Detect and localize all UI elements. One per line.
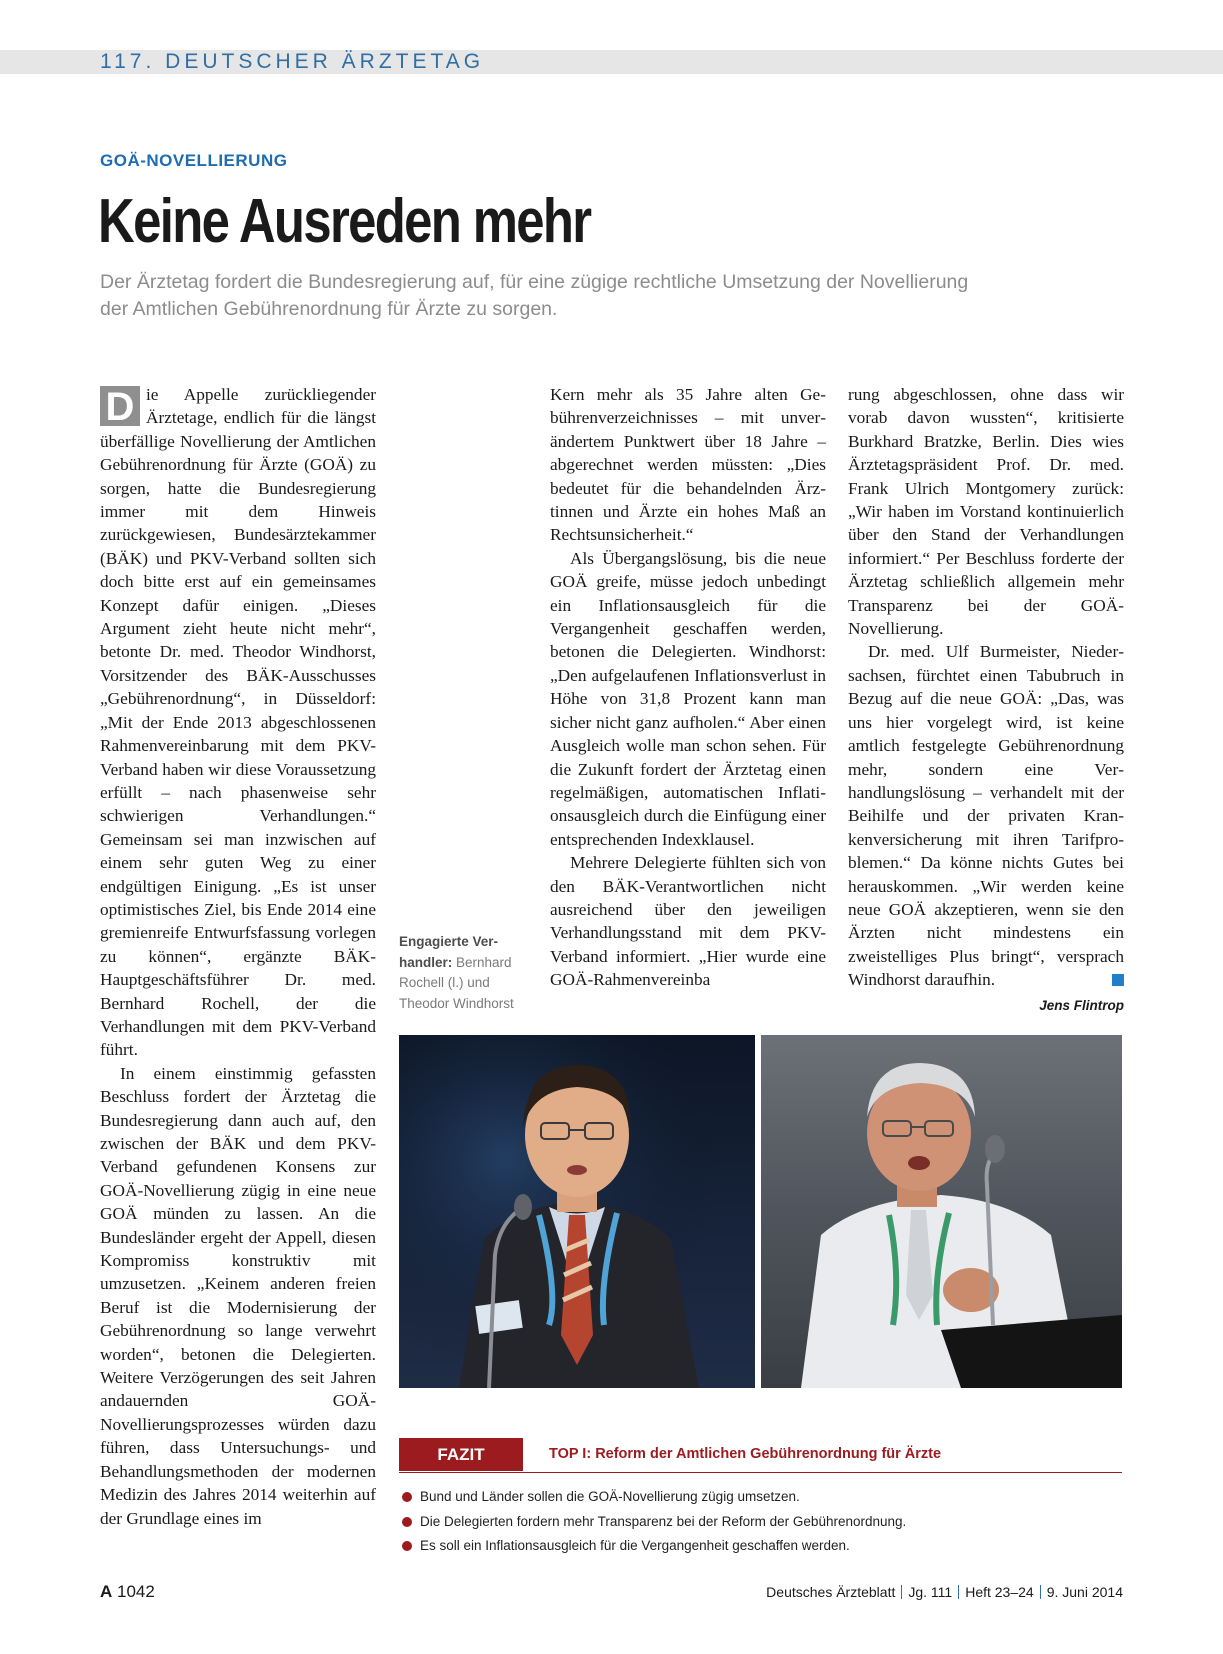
- article-column-1: [100, 383, 376, 1530]
- bullet-icon: [402, 1541, 412, 1551]
- portrait-illustration: [761, 1035, 1122, 1388]
- paragraph: Als Übergangslösung, bis die neue GOÄ greife, müsse jedoch unbedingt ein Inflationsausgleich für die Vergangenheit geschaffen werden, betonen die Delegierten. Windhorst: „Den aufgelaufenen Inflationsverlust in Höhe von 31,8 Prozent kann man sicher nicht ganz aufholen.“ Aber einen Ausgleich wolle man schon sehen. Für die Zukunft fordert der Ärztetag einen regelmäßigen, automatischen Inflationsausgleich durch die Einfügung einer entsprechenden Indexklausel.: [550, 548, 826, 849]
- fazit-list: [399, 1485, 1122, 1559]
- list-item-text: Bund und Länder sollen die GOÄ-Novellierung zügig umsetzen.: [420, 1489, 800, 1504]
- fazit-title: TOP I: Reform der Amtlichen Gebührenordnung für Ärzte: [549, 1446, 942, 1462]
- article-kicker: GOÄ-NOVELLIERUNG: [100, 151, 288, 170]
- page-prefix: A: [100, 1582, 113, 1601]
- paragraph: Kern mehr als 35 Jahre alten Gebührenverzeichnisses – mit unverändertem Punktwert über 18 Jahre – abgerechnet werden müssten: „Dies bedeutet für die behandelnden Ärztinnen und Ärzte ein hohes Maß an Rechtsunsicherheit.“: [550, 385, 826, 545]
- list-item-text: Es soll ein Inflationsausgleich für die Vergangenheit geschaffen werden.: [420, 1538, 850, 1553]
- caption-lead: Engagierte Verhandler:: [399, 934, 499, 970]
- bullet-icon: [402, 1517, 412, 1527]
- page-number: [100, 1582, 155, 1602]
- footer-separator: [958, 1585, 959, 1599]
- paragraph-text: Dr. med. Ulf Burmeister, Niedersachsen, fürchtet einen Tabubruch in Bezug auf die neue GOÄ: „Das, was uns hier vorgelegt wird, ist keine amtlich festgelegte Gebührenordnung mehr, sondern eine Verhandlungslösung – verhandelt mit der Beihilfe und der privaten Krankenversicherung mit ihren Tarifproblemen.“ Da könne nichts Gutes bei herauskommen. „Wir werden keine neue GOÄ akzeptieren, wenn sie den Ärzten nicht mindestens ein zweistelliges Plus bringt“, versprach Windhorst daraufhin.: [848, 642, 1124, 990]
- page-number-value: 1042: [117, 1582, 155, 1601]
- article-lead: Der Ärztetag fordert die Bundesregierung auf, für eine zügige rechtliche Umsetzung der Novellierung der Amtlichen Gebührenordnung für Ärzte zu sorgen.: [100, 271, 969, 320]
- paragraph: [100, 383, 376, 1062]
- journal-issue: Heft 23–24: [965, 1584, 1034, 1600]
- journal-date: 9. Juni 2014: [1046, 1584, 1123, 1600]
- fazit-divider: [399, 1472, 1122, 1473]
- drop-cap: D: [100, 386, 140, 426]
- footer-separator: [901, 1585, 902, 1599]
- article-author: Jens Flintrop: [1039, 998, 1124, 1013]
- list-item: [399, 1510, 1122, 1535]
- portrait-illustration: [399, 1035, 755, 1388]
- list-item-text: Die Delegierten fordern mehr Transparenz bei der Reform der Gebührenordnung.: [420, 1513, 907, 1529]
- article-column-3: [848, 383, 1124, 992]
- journal-name: Deutsches Ärzteblatt: [766, 1584, 896, 1600]
- section-header-title: 117. DEUTSCHER ÄRZTETAG: [100, 50, 485, 73]
- article-column-2: [550, 383, 826, 992]
- caption-text: Bernhard Rochell (l.) und Theodor Windhorst: [399, 954, 514, 1011]
- paragraph: rung abgeschlossen, ohne dass wir vorab davon wussten“, kritisierte Burkhard Bratzke, Berlin. Dies wies Ärztetagspräsident Prof. Dr. med. Frank Ulrich Montgomery zurück: „Wir haben im Vorstand kontinuierlich über den Stand der Verhandlungen informiert.“ Per Beschluss forderte der Ärztetag schließlich allgemein mehr Transparenz bei der GOÄ-Novellierung.: [848, 385, 1124, 639]
- photo-theodor-windhorst: [761, 1035, 1122, 1388]
- paragraph: [848, 640, 1124, 991]
- journal-volume: Jg. 111: [908, 1584, 953, 1600]
- paragraph: Mehrere Delegierte fühlten sich von den BÄK-Verantwortlichen nicht ausreichend über den jeweiligen Verhandlungsstand mit dem PKV-Verband informiert. „Hier wurde eine GOÄ-Rahmenvereinba: [550, 853, 826, 990]
- list-item: [399, 1534, 1122, 1559]
- end-mark-icon: [1112, 974, 1124, 986]
- footer-separator: [1040, 1585, 1041, 1599]
- bullet-icon: [402, 1492, 412, 1502]
- paragraph: In einem einstimmig gefassten Beschluss fordert der Ärztetag die Bundesregierung dann auch auf, den zwischen der BÄK und dem PKV-Verband gefundenen Konsens zur GOÄ-Novellierung zügig in eine neue GOÄ münden zu lassen. An die Bundesländer ergeht der Appell, diesen Kompromiss konstruktiv mit umzusetzen. „Keinem anderen freien Beruf ist die Modernisierung der Gebührenordnung so lange verwehrt worden“, betonen die Delegierten. Weitere Verzögerungen des seit Jahren andauernden GOÄ-Novellierungsprozesses würden dazu führen, dass Untersuchungs- und Behandlungsmethoden der modernen Medizin des Jahres 2014 weiterhin auf der Grundlage eines im: [100, 1063, 376, 1528]
- fazit-label: FAZIT: [399, 1438, 523, 1471]
- photo-bernhard-rochell: [399, 1035, 755, 1388]
- paragraph-text: ie Appelle zurückliegender Ärztetage, endlich für die längst überfällige Novellierung der Amtlichen Gebührenordnung für Ärzte (GOÄ) zu sorgen, hatte die Bundesregierung immer mit dem Hinweis zurückgewiesen, Bundesärztekammer (BÄK) und PKV-Verband sollten sich doch bitte erst auf ein gemeinsames Konzept dafür einigen. „Dieses Argument zieht heute nicht mehr“, betonte Dr. med. Theodor Windhorst, Vorsitzender des BÄK-Ausschusses „Gebührenordnung“, in Düsseldorf: „Mit der Ende 2013 abgeschlossenen Rahmenvereinbarung mit dem PKV-Verband haben wir diese Voraussetzung erfüllt – nach phasenweise sehr schwierigen Verhandlungen.“ Gemeinsam sei man inzwischen auf einem sehr guten Weg zu einer endgültigen Einigung. „Es ist unser optimistisches Ziel, bis Ende 2014 eine gremienreife Entwurfsfassung vorlegen zu können“, ergänzte BÄK-Hauptgeschäftsführer Dr. med. Bernhard Rochell, der die Verhandlungen mit dem PKV-Verband führt.: [100, 385, 376, 1060]
- list-item: [399, 1485, 1122, 1510]
- journal-footer: [766, 1584, 1123, 1600]
- photo-caption: [399, 932, 529, 1014]
- article-title: Keine Ausreden mehr: [98, 187, 591, 256]
